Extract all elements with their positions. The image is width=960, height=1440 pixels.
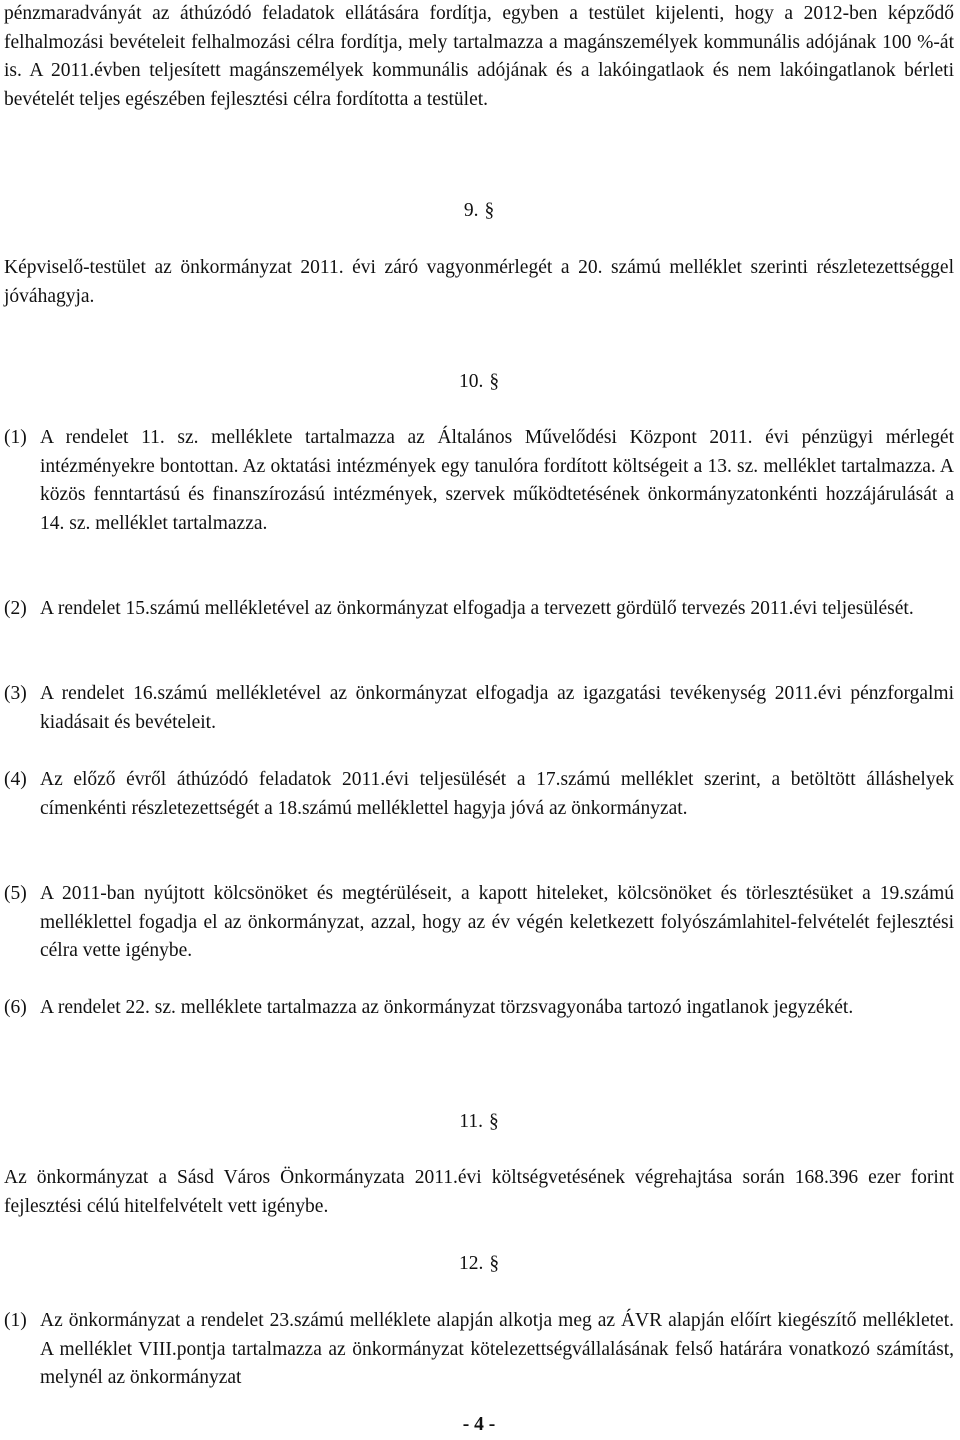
section-10-item-1 xyxy=(4,424,954,538)
item-number: (2) xyxy=(4,598,27,619)
item-number: (1) xyxy=(4,1310,27,1331)
section-number: 11. xyxy=(459,1111,483,1132)
intro-paragraph: pénzmaradványát az áthúzódó feladatok ellátására fordítja, egyben a testület kijelenti, hogy a 2012-ben képződő felhalmozási bevételeit felhalmozási célra fordítja, mely tartalmazza a magánszemélyek kommunális adójának 100 %-át is. A 2011.évben teljesített magánszemélyek kommunális adójának és a lakóingatlaok és nem lakóingatlanok bérleti bevételét teljes egészében fejlesztési célra fordította a testület. xyxy=(4,3,954,110)
section-number: 10. xyxy=(458,371,484,392)
item-text: A rendelet 11. sz. melléklete tartalmazza az Általános Művelődési Központ 2011. évi pénzügyi mérlegét intézményekre bontottan. Az oktatási intézmények egy tanulóra fordított költségeit a 13. sz. melléklet tartalmazza. A közös fenntartású és finanszírozású intézmények, szervek működtetésének önkormányzatonkénti hozzájárulását a 14. sz. melléklet tartalmazza. xyxy=(40,427,954,534)
item-number: (1) xyxy=(4,427,27,448)
section-10-item-4 xyxy=(4,766,954,823)
item-number: (3) xyxy=(4,683,27,704)
page-number: - 4 - xyxy=(462,1414,496,1435)
section-number: 9. xyxy=(463,200,479,221)
section-heading-11 xyxy=(4,1108,954,1136)
section-11-text: Az önkormányzat a Sásd Város Önkormányzata 2011.évi költségvetésének végrehajtása során 168.396 ezer forint fejlesztési célú hitelfelvételt vett igénybe. xyxy=(4,1167,954,1217)
item-text: Az előző évről áthúzódó feladatok 2011.évi teljesülését a 17.számú melléklet szerint, a betöltött álláshelyek címenkénti részletezettségét a 18.számú melléklettel hagyja jóvá az önkormányzat. xyxy=(40,769,954,819)
section-number: 12. xyxy=(458,1253,484,1274)
section-10-item-2 xyxy=(4,595,954,624)
section-10-item-5 xyxy=(4,880,954,966)
section-symbol: § xyxy=(488,1111,499,1132)
item-text: A rendelet 16.számú mellékletével az önkormányzat elfogadja az igazgatási tevékenység 2011.évi pénzforgalmi kiadásait és bevételeit. xyxy=(40,683,954,733)
section-heading-10 xyxy=(4,368,954,396)
item-number: (5) xyxy=(4,883,27,904)
item-number: (6) xyxy=(4,997,27,1018)
section-symbol: § xyxy=(489,371,500,392)
item-number: (4) xyxy=(4,769,27,790)
item-text: A rendelet 22. sz. melléklete tartalmazza az önkormányzat törzsvagyonába tartozó ingatlanok jegyzékét. xyxy=(40,997,854,1018)
section-9-text: Képviselő-testület az önkormányzat 2011. évi záró vagyonmérlegét a 20. számú melléklet szerinti részletezettséggel jóváhagyja. xyxy=(4,257,954,307)
section-10-item-3 xyxy=(4,680,954,737)
section-10-item-6 xyxy=(4,994,954,1023)
section-12-item-1 xyxy=(4,1307,954,1393)
section-symbol: § xyxy=(484,200,495,221)
item-text: A rendelet 15.számú mellékletével az önkormányzat elfogadja a tervezett gördülő tervezés 2011.évi teljesülését. xyxy=(40,598,914,619)
section-symbol: § xyxy=(489,1253,500,1274)
section-heading-9 xyxy=(4,197,954,225)
document-page xyxy=(4,0,956,1440)
item-text: A 2011-ban nyújtott kölcsönöket és megtérüléseit, a kapott hiteleket, kölcsönöket és törlesztésüket a 19.számú melléklettel fogadja el az önkormányzat, azzal, hogy az év végén keletkezett folyószámlahitel-felvételét fejlesztési célra vette igénybe. xyxy=(40,883,954,961)
item-text: Az önkormányzat a rendelet 23.számú melléklete alapján alkotja meg az ÁVR alapján előírt kiegészítő mellékletet. A melléklet VIII.pontja tartalmazza az önkormányzat kötelezettségvállalásának felső határára vonatkozó számítást, melynél az önkormányzat xyxy=(40,1310,954,1388)
section-heading-12 xyxy=(4,1250,954,1278)
